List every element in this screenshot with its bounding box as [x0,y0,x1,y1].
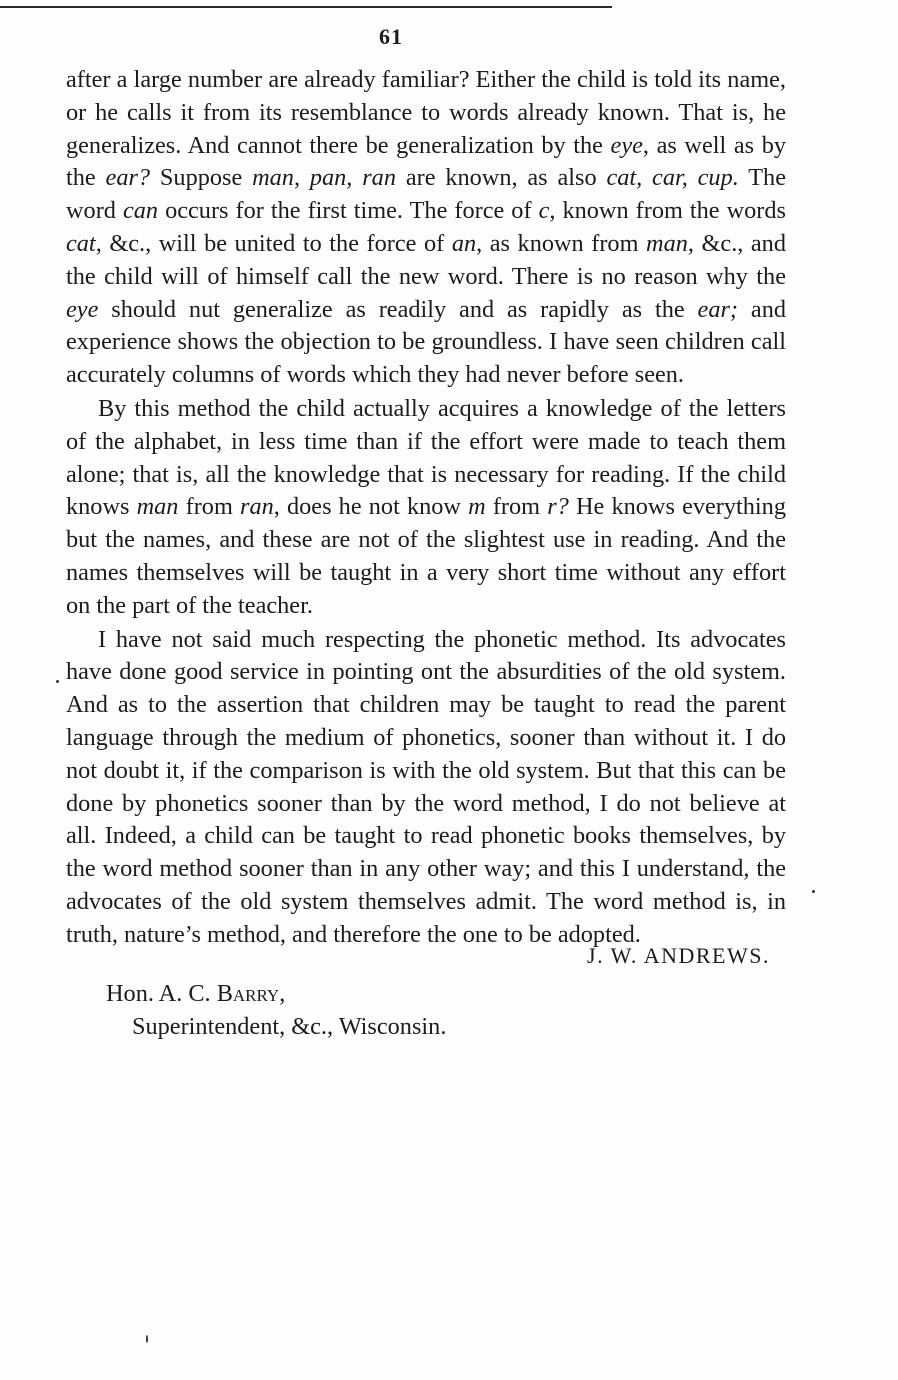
italic-word: man [136,493,179,521]
italic-word: eye [610,131,643,159]
print-speck [812,890,815,893]
recipient-comma: , [279,980,286,1008]
text-run: Suppose [150,164,253,192]
text-run: from [485,493,548,521]
italic-word: m [468,493,486,521]
italic-word: r? [547,493,569,521]
text-run: , &c., will be united to the force of [95,229,452,257]
recipient-title: Hon. A. C. [106,980,217,1008]
italic-word: an [451,229,477,257]
top-rule [0,6,612,8]
text-run: should nut generalize as readily and as rapidly as the [98,295,698,323]
recipient-surname: Barry [216,980,280,1008]
print-speck [56,680,59,683]
italic-word: cat [66,229,96,257]
paragraph-3 [66,624,786,952]
text-run: , &c., and the child will of himself call the new word. There is no reason why the [66,229,786,290]
text-run: occurs for the first time. The force of [158,197,539,225]
text-run: The word [66,164,786,225]
text-run: , as well as by the [66,131,786,192]
paragraph-1 [66,64,786,392]
text-run: By this method the child actually acquires a knowledge of the letters of the alphabet, in less time than if the effort were made to teach them alone; that is, all the knowledge that is necessary for reading. If the child knows [66,394,786,521]
print-speck [146,1335,148,1343]
text-run: , as known from [476,229,647,257]
text-run: , known from the words [549,197,786,225]
italic-word: cat, car, cup. [606,164,739,192]
italic-word: man [646,229,688,257]
page-body [66,64,786,1044]
italic-word: ear? [105,164,151,192]
italic-word: ear; [697,295,739,323]
italic-word: man, pan, ran [252,164,396,192]
recipient-line-1 [66,978,786,1011]
text-run: from [178,493,240,521]
text-run: I have not said much respecting the phonetic method. Its advocates have done good service in pointing ont the absurdities of the old system. And as to the assertion that children may be taught to read the parent language through the medium of phonetics, sooner than without it. I do not doubt it, if the comparison is with the old system. But that this can be done by phonetics sooner than by the word method, I do not believe at all. Indeed, a child can be taught to read phonetic books themselves, by the word method sooner than in any other way; and this I understand, the advocates of the old system themselves admit. The word method is, in truth, nature’s method, and therefore the one to be adopted. [66,625,786,948]
italic-word: ran [240,493,274,521]
text-run: , does he not know [273,493,469,521]
italic-word: can [122,197,159,225]
text-run: He knows everything but the names, and these are not of the slightest use in reading. And the names themselves will be taught in a very short time without any effort on the part of the teacher. [66,493,786,619]
text-run: are known, as also [395,164,607,192]
signature: J. W. ANDREWS. [587,942,770,968]
page-number: 61 [379,24,403,49]
text-run: after a large number are already familiar? Either the child is told its name, or he calls it from its resemblance to words already known. That is, he generalizes. And cannot there be generalization by the [66,66,786,159]
italic-word: c [538,197,550,225]
text-run: and experience shows the objection to be groundless. I have seen children call accurately columns of words which they had never before seen. [66,295,787,389]
paragraph-2 [66,393,786,623]
italic-word: eye [66,295,99,323]
recipient-line-2: Superintendent, &c., Wisconsin. [132,1013,447,1041]
